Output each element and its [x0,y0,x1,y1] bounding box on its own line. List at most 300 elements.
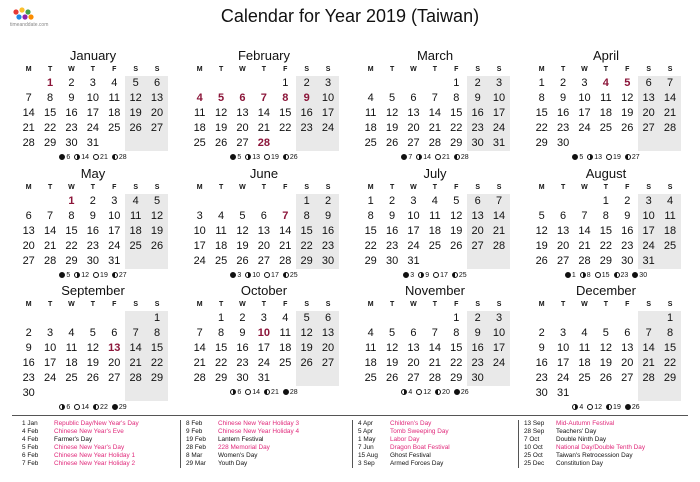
day-cell: 15 [150,342,164,354]
day-cell: 22 [364,240,377,252]
day-cell: 12 [236,225,249,237]
full-moon-icon [606,154,612,160]
day-cell: 25 [599,122,612,134]
weekday-header [189,299,339,311]
last-quarter-icon [435,389,441,395]
day-cell: 21 [193,357,206,369]
weekday-label: M [538,66,545,73]
moon-phase [74,402,89,414]
day-cell: 15 [279,107,292,119]
moon-phase [580,270,591,282]
new-moon-icon [454,389,460,395]
moon-phase [112,152,127,164]
day-cell: 23 [22,372,35,384]
day-grid [360,311,510,386]
day-cell: 21 [279,240,292,252]
holiday-name: Chinese New Year Holiday 3 [218,420,299,427]
day-cell: 16 [86,225,99,237]
day-cell: 13 [257,225,270,237]
day-cell: 26 [214,137,228,149]
day-cell: 27 [556,255,570,267]
holiday-row [524,452,694,460]
weekday-label: S [133,301,138,308]
month-august [531,166,681,282]
holiday-date: 29 Mar [186,460,206,467]
day-cell: 7 [431,327,438,339]
day-cell: 7 [495,195,503,207]
new-moon-icon [565,272,571,278]
day-cell: 21 [663,107,677,119]
day-cell: 17 [193,240,206,252]
weekday-label: T [560,184,566,191]
day-cell: 14 [129,342,142,354]
weekday-label: T [47,66,53,73]
day-cell: 4 [602,77,609,89]
empty-cell [574,311,595,326]
day-cell: 22 [214,357,228,369]
day-cell: 19 [599,357,612,369]
weekday-label: T [603,184,608,191]
day-cell: 26 [535,255,548,267]
weekday-label: T [603,301,608,308]
moon-phase [74,152,89,164]
day-grid [189,76,339,151]
day-cell: 28 [578,255,591,267]
day-cell: 7 [132,327,139,339]
day-cell: 5 [389,327,396,339]
day-cell: 18 [428,225,441,237]
day-cell: 3 [196,210,203,222]
month-april [531,48,681,164]
day-cell: 28 [129,372,142,384]
holiday-row [358,460,528,468]
empty-cell [595,311,616,326]
day-cell: 26 [385,137,399,149]
weekday-label: W [239,301,246,308]
moon-phase [435,152,450,164]
empty-cell [18,194,39,209]
new-moon-icon [230,272,236,278]
day-cell: 28 [492,240,506,252]
day-cell: 25 [214,255,228,267]
weekday-label: T [90,184,95,191]
day-cell: 18 [364,357,377,369]
day-cell: 7 [282,210,289,222]
day-cell: 21 [642,357,655,369]
day-cell: 15 [535,107,548,119]
day-cell: 14 [257,107,270,119]
day-cell: 31 [407,255,420,267]
day-cell: 2 [538,327,545,339]
holiday-date: 7 Oct [524,436,540,443]
new-moon-icon [572,154,578,160]
day-cell: 1 [367,195,374,207]
day-cell: 21 [578,240,591,252]
holiday-row [22,460,192,468]
day-cell: 11 [129,210,142,222]
weekday-label: F [283,66,288,73]
day-cell: 5 [89,327,96,339]
weekday-label: F [625,66,630,73]
day-cell: 8 [282,92,289,104]
day-cell: 6 [645,77,652,89]
moon-phase [245,152,260,164]
new-moon-icon [632,272,638,278]
day-cell: 15 [214,342,228,354]
weekday-label: W [68,301,75,308]
day-cell: 17 [556,357,570,369]
moon-phase-day: 26 [289,154,298,161]
weekday-label: W [410,66,417,73]
day-cell: 9 [239,327,246,339]
day-cell: 17 [492,342,506,354]
weekday-label: S [475,66,480,73]
weekday-label: F [454,66,459,73]
day-cell: 11 [215,225,227,237]
moon-phase-day: 14 [81,154,90,161]
moon-phase [418,270,429,282]
moon-phase-day: 13 [252,154,261,161]
holiday-date: 7 Jun [358,444,374,451]
full-moon-icon [435,154,441,160]
holiday-row [524,420,694,428]
empty-cell [210,76,231,91]
holiday-name: 228 Memorial Day [218,444,270,451]
moon-phase [587,402,602,414]
day-cell: 10 [492,327,506,339]
day-cell: 11 [578,342,591,354]
day-cell: 16 [22,357,35,369]
moon-phase-day: 6 [237,389,242,396]
day-cell: 10 [257,327,270,339]
day-cell: 24 [642,240,655,252]
moon-phase-day: 30 [639,272,648,279]
day-cell: 29 [65,255,78,267]
holiday-name: Chinese New Year Holiday 2 [54,460,135,467]
holiday-name: Chinese New Year's Day [54,444,125,451]
moon-phase-day: 26 [460,389,469,396]
holiday-row [524,444,694,452]
day-cell: 3 [581,77,588,89]
day-cell: 20 [236,122,249,134]
holiday-date: 28 Feb [186,444,206,451]
day-cell: 27 [471,240,484,252]
day-cell: 18 [129,225,142,237]
last-quarter-icon [264,389,270,395]
day-cell: 13 [22,225,35,237]
moon-phase [245,270,260,282]
empty-cell [189,311,210,326]
day-cell: 11 [108,92,120,104]
moon-phase [59,270,70,282]
empty-cell [232,194,253,209]
day-cell: 20 [321,342,335,354]
moon-phases [531,402,681,414]
day-cell: 22 [300,240,313,252]
empty-cell [125,311,146,326]
day-grid [18,76,168,151]
empty-cell [403,311,424,326]
weekday-label: S [496,184,502,191]
empty-cell [360,76,381,91]
day-cell: 28 [663,122,677,134]
day-cell: 17 [492,107,506,119]
day-cell: 16 [65,107,78,119]
empty-cell [360,311,381,326]
month-may [18,166,168,282]
day-cell: 27 [621,372,634,384]
moon-phase [572,152,583,164]
day-cell: 8 [666,327,674,339]
month-october [189,283,339,399]
holiday-row [358,444,528,452]
holiday-row [524,436,694,444]
day-cell: 6 [410,92,417,104]
day-cell: 21 [428,357,441,369]
day-cell: 16 [556,107,570,119]
full-moon-icon [433,272,439,278]
day-cell: 14 [193,342,206,354]
day-cell: 23 [86,240,99,252]
day-cell: 20 [471,225,484,237]
day-cell: 13 [642,92,655,104]
moon-phase [59,152,70,164]
holiday-date: 3 Sep [358,460,375,467]
day-cell: 1 [602,195,609,207]
month-name: May [80,166,106,181]
weekday-label: S [496,301,502,308]
day-cell: 12 [300,327,313,339]
day-cell: 12 [385,342,399,354]
day-cell: 2 [474,312,481,324]
holiday-column-2 [180,420,356,468]
moon-phase-day: 3 [237,272,242,279]
holiday-date: 25 Oct [524,452,543,459]
moon-phases [18,152,168,164]
day-cell: 30 [86,255,99,267]
day-cell: 4 [196,92,203,104]
moon-phase [230,152,241,164]
weekday-label: T [389,301,395,308]
day-cell: 6 [111,327,118,339]
moon-phase [416,152,431,164]
weekday-label: S [667,301,673,308]
holiday-name: Women's Day [218,452,258,459]
empty-cell [381,76,402,91]
full-moon-icon [416,389,422,395]
empty-cell [403,76,424,91]
moon-phase [452,270,467,282]
day-cell: 12 [599,342,612,354]
day-cell: 24 [321,122,335,134]
day-cell: 26 [129,122,142,134]
holiday-row [22,444,192,452]
moon-phase-day: 7 [408,154,413,161]
day-cell: 14 [43,225,57,237]
day-cell: 5 [624,77,631,89]
day-cell: 9 [560,92,567,104]
day-cell: 3 [89,77,96,89]
day-cell: 9 [624,210,631,222]
weekday-label: T [47,184,53,191]
month-name: August [585,166,627,181]
day-cell: 15 [364,225,377,237]
day-cell: 10 [556,342,570,354]
day-cell: 7 [196,327,203,339]
empty-cell [39,311,60,326]
last-quarter-icon [112,154,118,160]
new-moon-icon [401,154,407,160]
weekday-header [531,64,681,76]
weekday-label: S [646,301,651,308]
day-cell: 30 [471,137,484,149]
moon-phase [625,402,640,414]
day-cell: 29 [364,255,377,267]
day-grid [18,311,168,401]
holiday-row [22,420,192,428]
holiday-name: Labor Day [390,436,420,443]
day-cell: 1 [453,77,460,89]
day-cell: 2 [89,195,96,207]
moon-phase-day: 15 [601,272,610,279]
holiday-row [358,420,528,428]
day-cell: 25 [193,137,206,149]
divider-top [12,415,688,416]
first-quarter-icon [59,404,65,410]
day-cell: 18 [214,240,228,252]
first-quarter-icon [418,272,424,278]
last-quarter-icon [625,154,631,160]
day-cell: 4 [218,210,225,222]
day-cell: 11 [429,210,441,222]
day-cell: 5 [132,77,139,89]
moon-phase [587,152,602,164]
full-moon-icon [595,272,601,278]
day-cell: 2 [303,77,310,89]
day-cell: 12 [621,92,634,104]
empty-cell [253,194,274,209]
last-quarter-icon [606,404,612,410]
holiday-name: National Day/Double Tenth Day [556,444,646,451]
moon-phase-day: 5 [237,154,242,161]
weekday-label: W [410,301,417,308]
day-cell: 23 [300,122,313,134]
month-name: June [249,166,279,181]
moon-phase [614,270,629,282]
moon-phase [283,152,298,164]
full-moon-icon [74,404,80,410]
moon-phase [112,270,127,282]
weekday-label: M [25,301,32,308]
last-quarter-icon [283,272,289,278]
empty-cell [18,76,39,91]
day-cell: 20 [407,122,420,134]
day-cell: 28 [193,372,206,384]
day-grid [18,194,168,269]
weekday-label: S [304,184,309,191]
day-cell: 4 [367,92,374,104]
day-cell: 23 [385,240,399,252]
day-cell: 5 [602,327,609,339]
moon-phase [93,402,108,414]
day-cell: 27 [236,137,249,149]
weekday-label: S [667,184,673,191]
holiday-name: Mid-Autumn Festival [556,420,615,427]
day-cell: 30 [621,255,634,267]
holiday-date: 1 Jan [22,420,38,427]
day-cell: 22 [450,357,463,369]
day-cell: 3 [260,312,267,324]
day-cell: 12 [450,210,463,222]
day-cell: 29 [663,372,677,384]
day-cell: 11 [600,92,612,104]
day-cell: 12 [535,225,548,237]
holiday-column-4 [518,420,694,468]
holiday-date: 7 Feb [22,460,39,467]
moon-phase [230,270,241,282]
day-cell: 13 [108,342,121,354]
moon-phase [632,270,647,282]
moon-phase-day: 3 [410,272,415,279]
day-cell: 28 [279,255,292,267]
weekday-label: S [304,66,309,73]
day-cell: 22 [535,122,548,134]
day-cell: 5 [218,92,225,104]
day-cell: 12 [385,107,399,119]
day-cell: 12 [86,342,99,354]
weekday-header [360,299,510,311]
day-cell: 27 [257,255,270,267]
day-cell: 20 [407,357,420,369]
day-cell: 22 [150,357,164,369]
day-cell: 14 [492,210,506,222]
empty-cell [189,76,210,91]
weekday-label: T [261,301,266,308]
day-cell: 9 [303,92,310,104]
day-cell: 13 [236,107,249,119]
day-cell: 15 [65,225,78,237]
moon-phase-day: 20 [442,389,450,396]
day-cell: 29 [43,137,57,149]
day-cell: 19 [621,107,634,119]
day-cell: 3 [47,327,54,339]
day-cell: 15 [450,107,463,119]
day-cell: 28 [43,255,57,267]
empty-cell [552,311,573,326]
day-cell: 31 [108,255,121,267]
new-moon-icon [112,404,118,410]
day-cell: 17 [578,107,591,119]
moon-phase [403,270,414,282]
moon-phase-day: 6 [66,154,71,161]
day-cell: 15 [663,342,677,354]
day-cell: 14 [279,225,292,237]
holiday-name: Tomb Sweeping Day [390,428,449,435]
moon-phase-day: 23 [620,272,629,279]
full-moon-icon [245,389,251,395]
holiday-date: 19 Feb [186,436,206,443]
empty-cell [39,194,60,209]
day-cell: 27 [321,357,335,369]
day-cell: 30 [236,372,249,384]
weekday-label: M [538,301,545,308]
weekday-label: F [625,301,630,308]
weekday-label: T [432,66,437,73]
day-cell: 16 [385,225,399,237]
weekday-label: S [475,184,480,191]
day-cell: 18 [578,357,591,369]
holiday-name: Dragon Boat Festival [390,444,450,451]
